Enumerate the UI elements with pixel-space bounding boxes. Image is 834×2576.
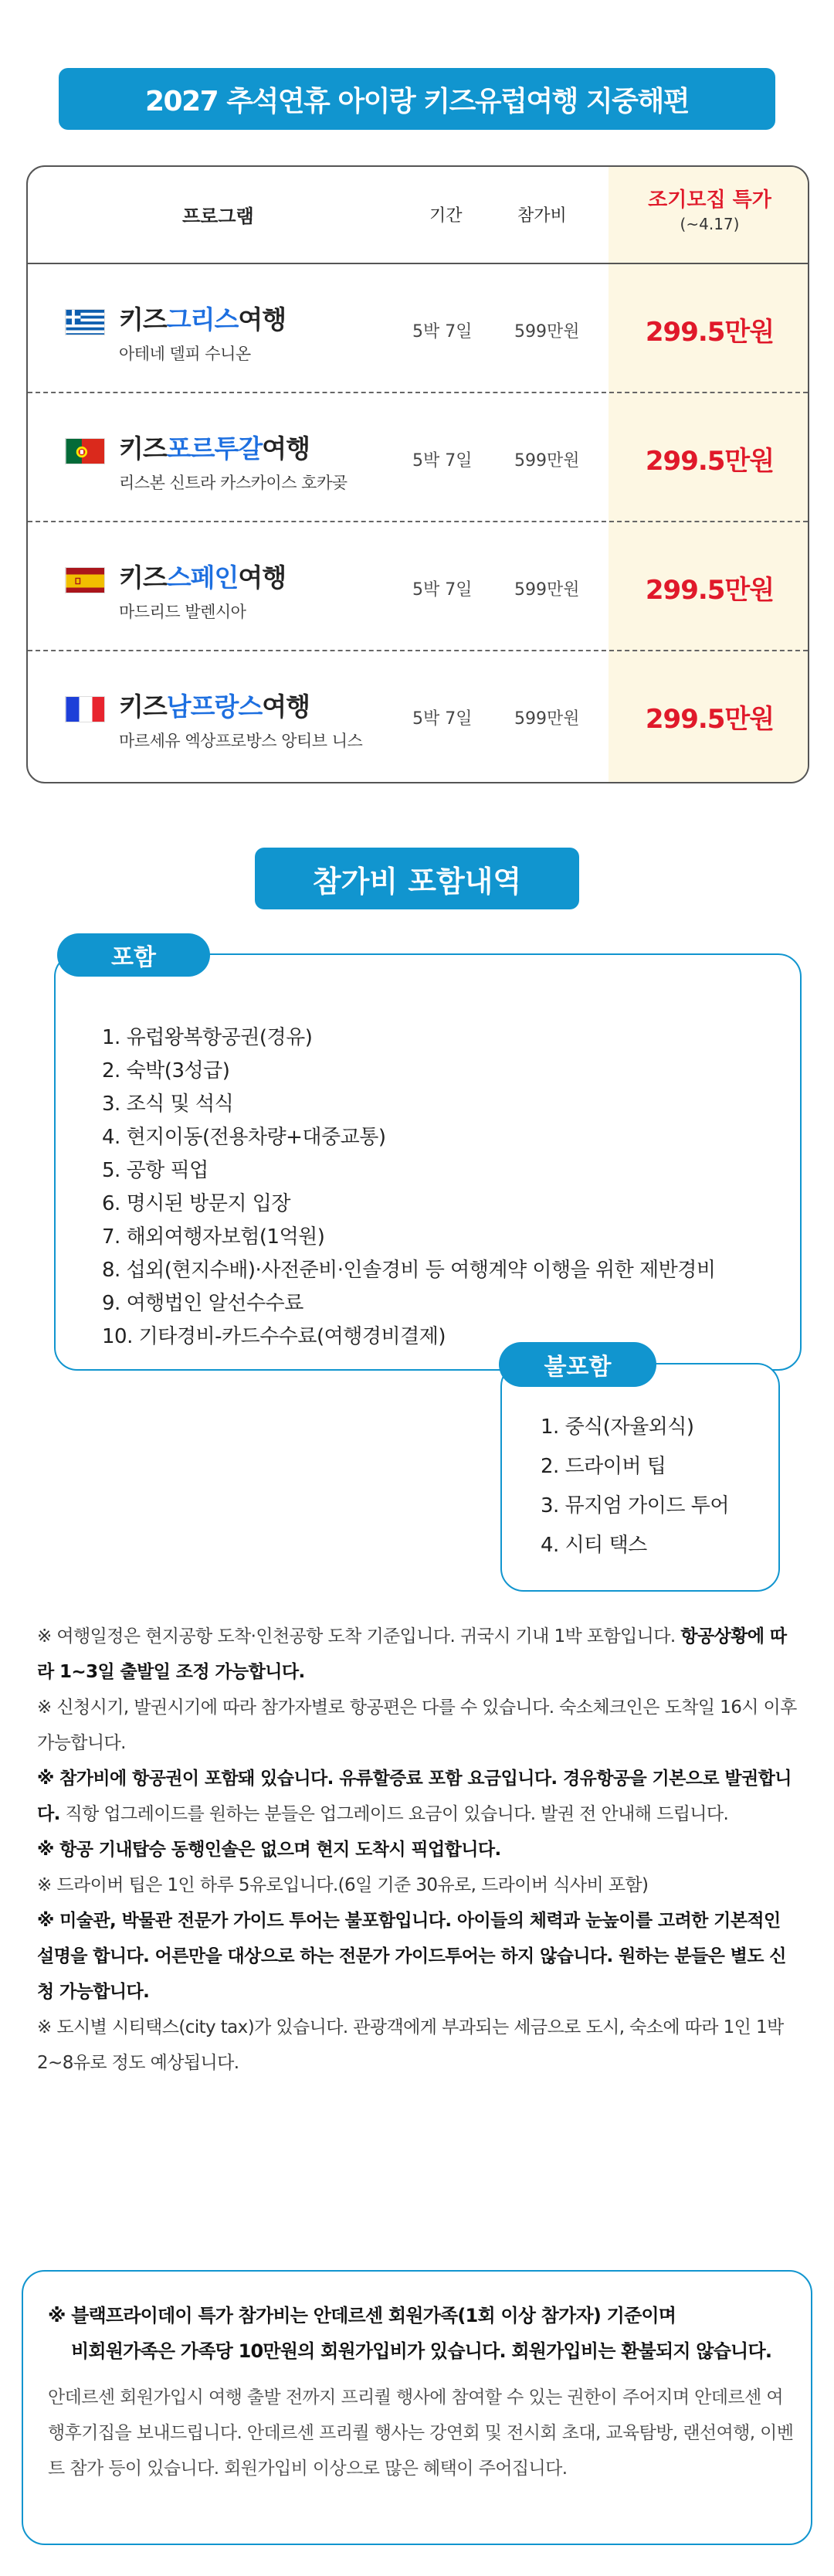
inclusions-section-title: 참가비 포함내역: [255, 848, 579, 909]
table-row: [28, 264, 808, 393]
membership-notice: ※ 블랙프라이데이 특가 참가비는 안데르센 회원가족(1회 이상 참가자) 기준이며 비회원가족은 가족당 10만원의 회원가입비가 있습니다. 회원가입비는 환불되지 않습니다.: [48, 2305, 772, 2362]
program-cities: 마드리드 발렌시아: [119, 603, 246, 621]
note-6: ※ 미술관, 박물관 전문가 가이드 투어는 불포함입니다. 아이들의 체력과 눈높이를 고려한 기본적인 설명을 합니다. 어른만을 대상으로 하는 전문가 가이드투어는 하지 않습니다. 원하는 분들은 별도 신청 가능합니다.: [37, 1911, 786, 2002]
note-7: ※ 도시별 시티택스(city tax)가 있습니다. 관광객에게 부과되는 세금으로 도시, 숙소에 따라 1인 1박 2~8유로 정도 예상됩니다.: [37, 2017, 784, 2073]
table-row: [28, 393, 808, 522]
header-program: 프로그램: [182, 206, 254, 227]
list-item: 3. 뮤지엄 가이드 투어: [541, 1494, 730, 1517]
program-special-price: 299.5만원: [645, 704, 775, 735]
header-fee: 참가비: [517, 206, 567, 226]
page-title: 2027 추석연휴 아이랑 키즈유럽여행 지중해편: [59, 68, 775, 130]
list-item: 1. 유럽왕복항공권(경유): [102, 1026, 313, 1049]
table-row: [28, 651, 808, 780]
list-item: 10. 기타경비-카드수수료(여행경비결제): [102, 1325, 446, 1348]
program-special-price: 299.5만원: [645, 446, 775, 477]
spain-flag-icon: [65, 567, 105, 593]
note-4: ※ 항공 기내탑승 동행인솔은 없으며 현지 도착시 픽업합니다.: [37, 1840, 501, 1860]
price-table: [26, 165, 809, 783]
list-item: 9. 여행법인 알선수수료: [102, 1292, 303, 1315]
header-period: 기간: [429, 206, 463, 226]
program-fee: 599만원: [514, 709, 580, 729]
program-cities: 마르세유 엑상프로방스 앙티브 니스: [119, 732, 363, 750]
program-period: 5박 7일: [412, 709, 473, 729]
program-period: 5박 7일: [412, 580, 473, 600]
table-header: [28, 167, 808, 264]
excluded-list: [541, 1408, 729, 1565]
program-special-price: 299.5만원: [645, 575, 775, 606]
france-flag-icon: [65, 696, 105, 722]
list-item: 5. 공항 픽업: [102, 1159, 208, 1182]
program-fee: 599만원: [514, 451, 580, 471]
note-3: ※ 참가비에 항공권이 포함돼 있습니다. 유류할증료 포함 요금입니다. 경유항공을 기본으로 발권합니다. 직항 업그레이드를 원하는 분들은 업그레이드 요금이 있습니다. 발권 전 안내해 드립니다.: [37, 1769, 792, 1824]
list-item: 4. 시티 택스: [541, 1534, 647, 1557]
note-2: ※ 신청시기, 발권시기에 따라 참가자별로 항공편은 다를 수 있습니다. 숙소체크인은 도착일 16시 이후 가능합니다.: [37, 1698, 797, 1753]
list-item: 2. 드라이버 팁: [541, 1455, 666, 1478]
program-name: 키즈포르투갈여행: [119, 433, 310, 464]
note-1: ※ 여행일정은 현지공항 도착·인천공항 도착 기준입니다. 귀국시 기내 1박 포함입니다. 항공상황에 따라 1~3일 출발일 조정 가능합니다.: [37, 1626, 787, 1682]
program-fee: 599만원: [514, 580, 580, 600]
included-label: 포함: [57, 933, 210, 977]
program-fee: 599만원: [514, 322, 580, 342]
program-cities: 아테네 델피 수니온: [119, 345, 251, 363]
list-item: 2. 숙박(3성급): [102, 1059, 230, 1082]
program-name: 키즈스페인여행: [119, 562, 286, 593]
list-item: 7. 해외여행자보험(1억원): [102, 1225, 325, 1249]
excluded-label: 불포함: [499, 1342, 656, 1387]
list-item: 8. 섭외(현지수배)·사전준비·인솔경비 등 여행계약 이행을 위한 제반경비: [102, 1259, 716, 1282]
program-name: 키즈남프랑스여행: [119, 692, 310, 722]
portugal-flag-icon: [65, 438, 105, 464]
membership-benefits: 안데르센 회원가입시 여행 출발 전까지 프리퀄 행사에 참여할 수 있는 권한이 주어지며 안데르센 여행후기집을 보내드립니다. 안데르센 프리퀄 행사는 강연회 및 전시회 초대, 교육탐방, 랜선여행, 이벤트 참가 등이 있습니다. 회원가입비 이상으로 많은 혜택이 주어집니다.: [48, 2387, 794, 2479]
list-item: 3. 조식 및 석식: [102, 1093, 234, 1116]
program-name: 키즈그리스여행: [119, 304, 286, 335]
table-row: [28, 522, 808, 651]
included-list: [102, 1021, 715, 1354]
list-item: 6. 명시된 방문지 입장: [102, 1192, 291, 1215]
notes: [37, 1619, 802, 2081]
list-item: 1. 중식(자율외식): [541, 1415, 694, 1439]
note-5: ※ 드라이버 팁은 1인 하루 5유로입니다.(6일 기준 30유로, 드라이버 식사비 포함): [37, 1875, 649, 1895]
header-special-price: 조기모집 특가: [648, 189, 771, 212]
program-cities: 리스본 신트라 카스카이스 호카곶: [119, 474, 348, 492]
list-item: 4. 현지이동(전용차량+대중교통): [102, 1126, 386, 1149]
header-special-date: (~4.17): [680, 215, 740, 233]
program-period: 5박 7일: [412, 322, 473, 342]
program-special-price: 299.5만원: [645, 317, 775, 348]
greece-flag-icon: [65, 309, 105, 335]
program-period: 5박 7일: [412, 451, 473, 471]
